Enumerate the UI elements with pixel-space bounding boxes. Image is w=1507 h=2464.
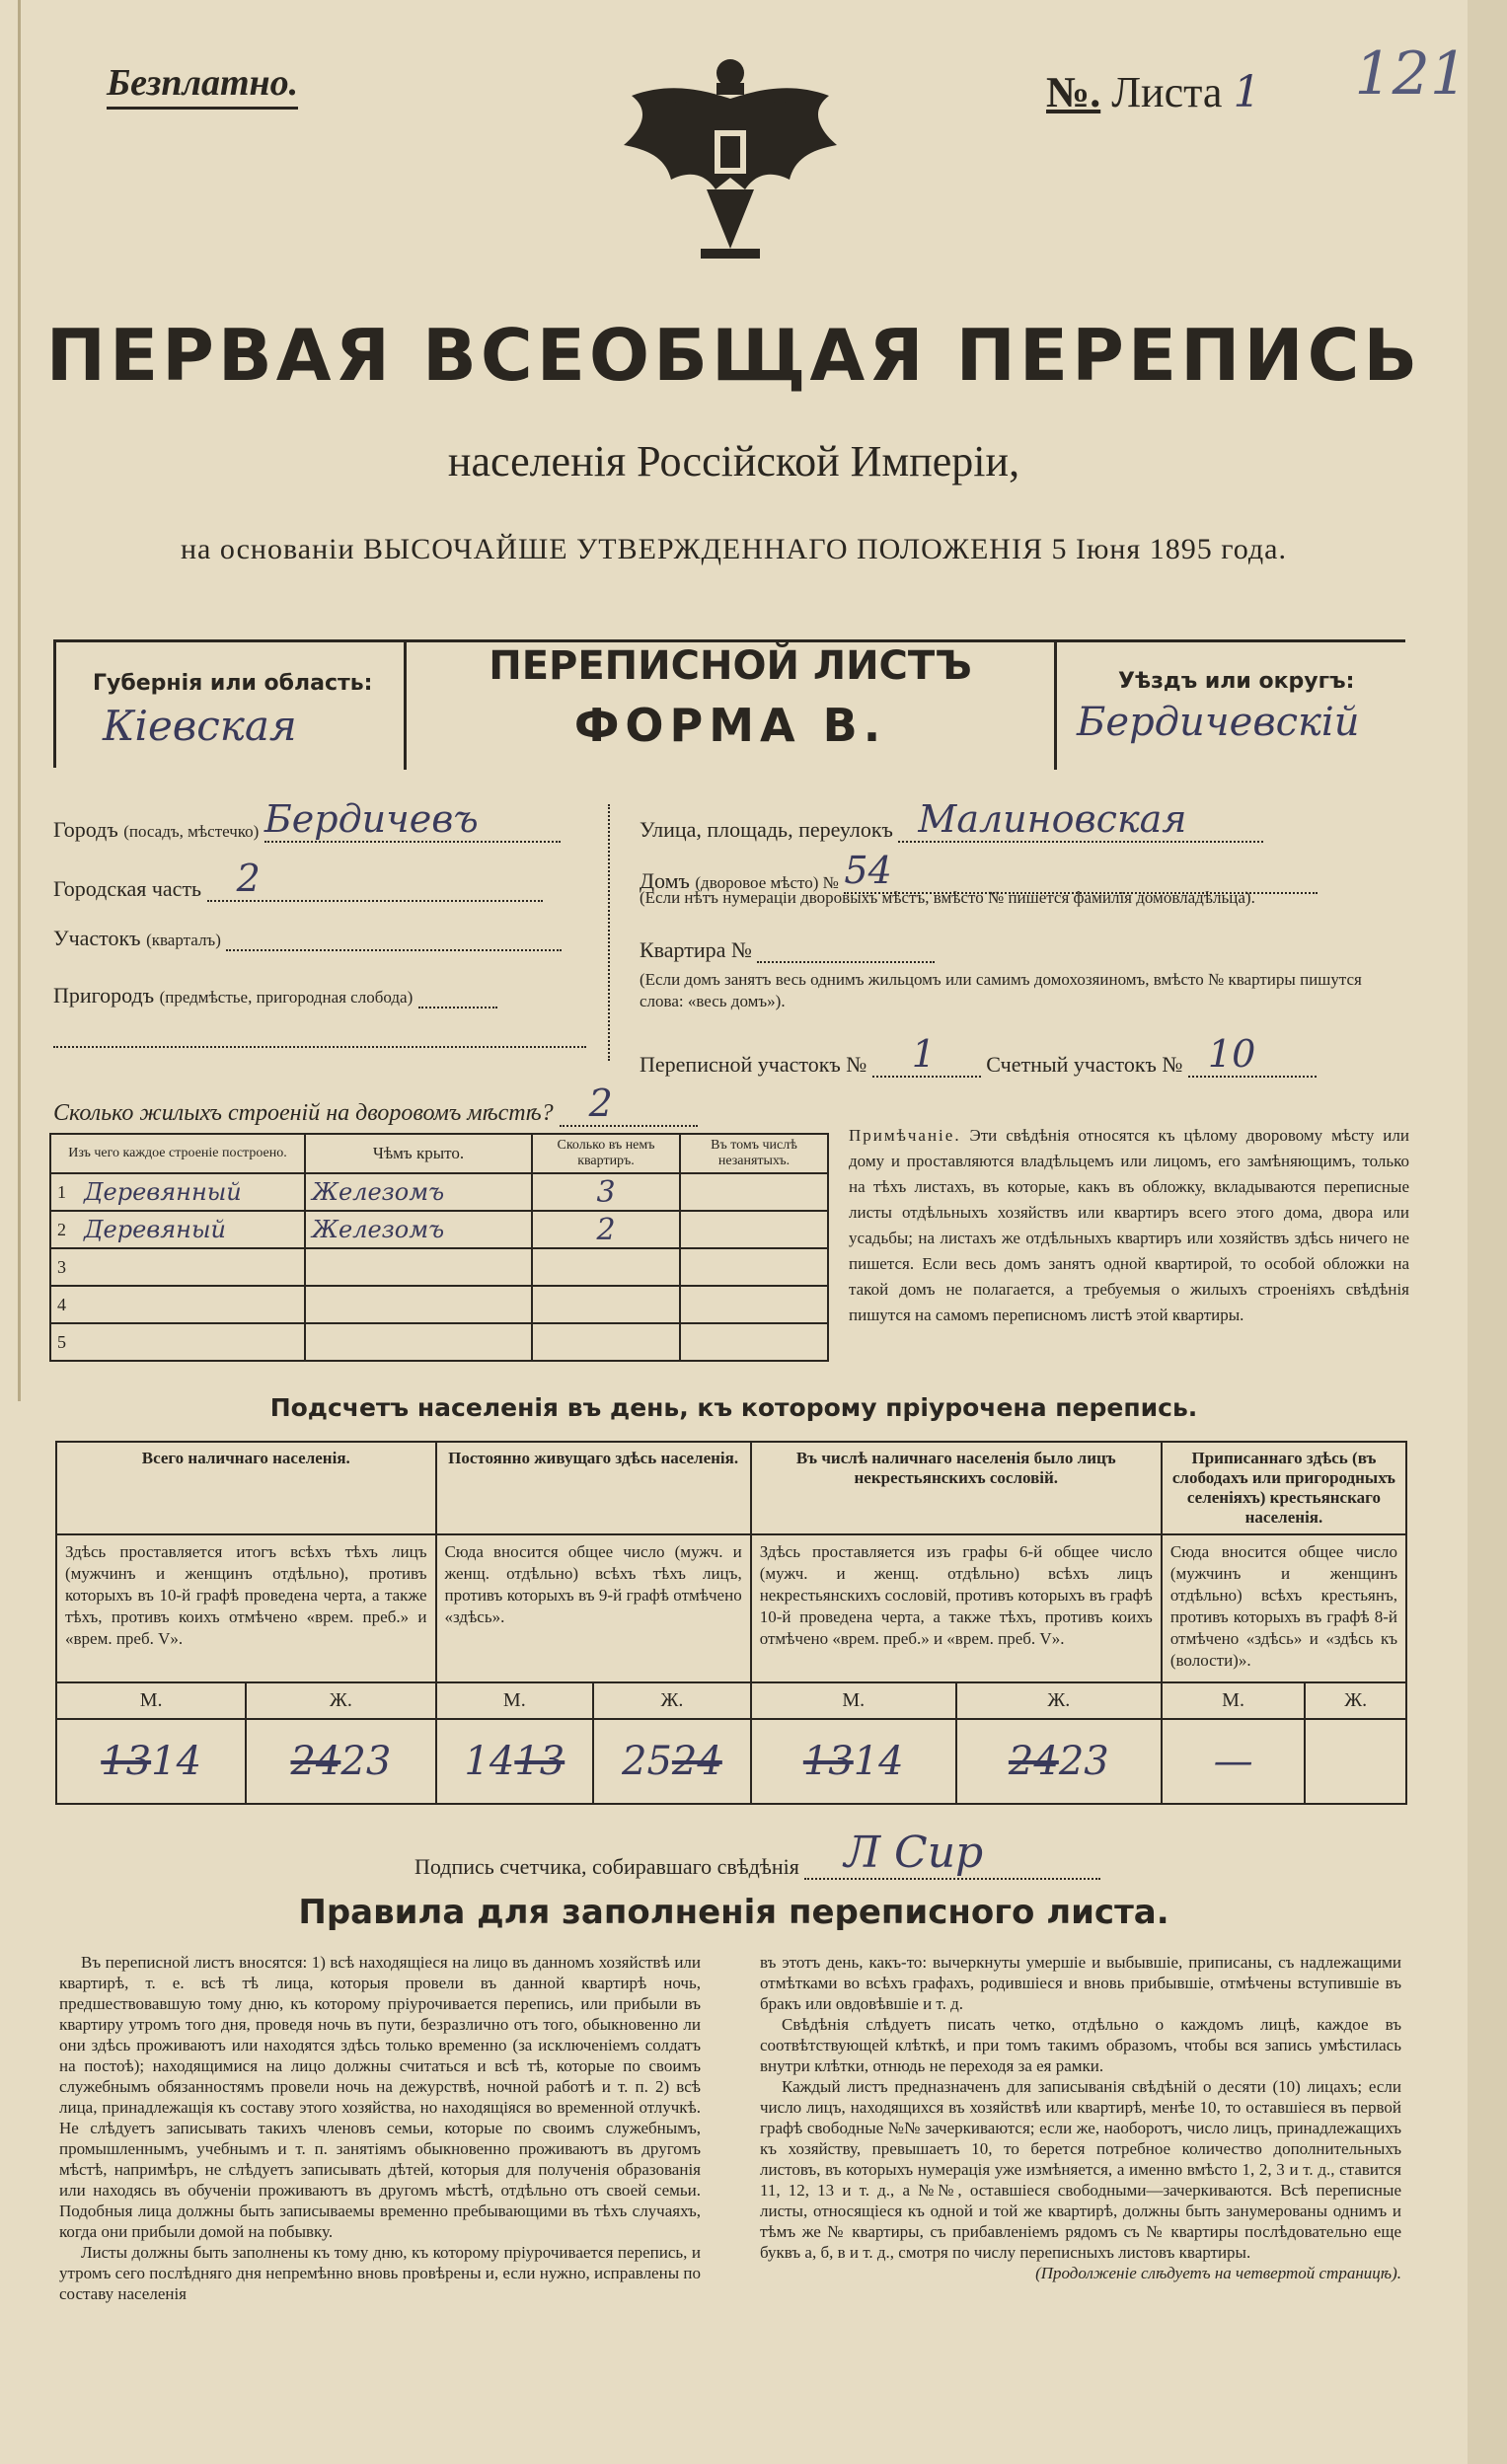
female-header: Ж. (956, 1682, 1162, 1719)
row-uninhabited (680, 1248, 828, 1286)
page-edge (1468, 0, 1507, 2464)
population-table (55, 1441, 1407, 1805)
nonpeasant-female-value (956, 1719, 1162, 1804)
row-roof (305, 1248, 532, 1286)
row-number: 3 (50, 1248, 78, 1286)
buildings-question-text: Сколько жилыхъ строеній на дворовомъ мѣстѣ? (53, 1100, 554, 1126)
pop-col-peasant-desc: Сюда вносится общее число (мужчинъ и женщинъ отдѣльно) всѣхъ крестьянъ, противъ которыхъ въ графѣ 8-й отмѣчено «здѣсь» и «здѣсь къ (волости)». (1162, 1534, 1406, 1682)
sheet-number (1046, 67, 1260, 117)
city-part-value: 2 (207, 857, 543, 902)
row-uninhabited (680, 1323, 828, 1361)
count-area-label: Счетный участокъ № (986, 1052, 1183, 1077)
table-row (50, 1173, 828, 1211)
form-title: ПЕРЕПИСНОЙ ЛИСТЪ (489, 643, 972, 689)
value-struck: 13 (514, 1739, 565, 1784)
form-title-cell (407, 641, 1054, 752)
pop-col-total-desc: Здѣсь проставляется итогъ всѣхъ тѣхъ лицъ (мужчинъ и женщинъ отдѣльно), противъ которыхъ въ 10-й графѣ проведена черта, а также тѣхъ, противъ коихъ отмѣчено «врем. преб.» и «врем. преб. V». (56, 1534, 436, 1682)
pop-mf-row (56, 1682, 1406, 1719)
count-area-value: 10 (1188, 1032, 1317, 1078)
precinct-line (226, 949, 562, 951)
value-struck: 24 (671, 1739, 722, 1784)
value-struck: 13 (101, 1739, 152, 1784)
row-uninhabited (680, 1211, 828, 1248)
pop-col-nonpeasant-desc: Здѣсь проставляется изъ графы 6-й общее число (мужч. и женщ. отдѣльно) всѣхъ лицъ некрестьянскихъ сословій, противъ которыхъ въ графѣ 10-й проведена черта, а также тѣхъ, противъ коихъ отмѣчено «врем. преб.» и «врем. преб. V». (751, 1534, 1162, 1682)
city-part-label: Городская часть (53, 876, 202, 901)
value-final: 23 (1058, 1739, 1109, 1784)
row-apartments: 3 (532, 1173, 680, 1211)
row-apartments (532, 1323, 680, 1361)
row-material: Деревяный (78, 1211, 305, 1248)
apartment-line (757, 961, 935, 963)
rules-column-1 (59, 1952, 701, 2304)
value-first: 14 (464, 1739, 515, 1784)
row-number: 1 (50, 1173, 78, 1211)
apartment-hint: (Если домъ занятъ весь однимъ жильцомъ или самимъ домохозяиномъ, вмѣсто № квартиры пишутся слова: «весь домъ»). (640, 970, 1362, 1010)
rules-paragraph: Свѣдѣнія слѣдуетъ писать четко, отдѣльно о каждомъ лицѣ, каждое въ соотвѣтствующей клѣткѣ, и при томъ такимъ образомъ, чтобы вся запись умѣстилась внутри клѣтки, отнюдь не переходя за ея рамки. (760, 2015, 1401, 2075)
male-header: М. (1162, 1682, 1305, 1719)
value-struck: 13 (802, 1739, 854, 1784)
rules-paragraph: Каждый листъ предназначенъ для записыванія свѣдѣній о десяти (10) лицахъ; если число лицъ, находящихся въ хозяйствѣ или квартирѣ, менѣе 10, то оставшіеся въ первой графѣ свободные №№ зачеркиваются; если же, наоборотъ, число лицъ, принадлежащихъ къ хозяйству, превышаетъ 10, то берется потребное количество дополнительныхъ листовъ, въ которыхъ нумерація уже измѣняется, а именно вмѣсто 1, 2, 3 и т. д., ставится 11, 12, 13 и т. д., а №№, оставшіеся свободными—зачеркиваются. Всѣ переписные листы, относящіеся къ одной и той же квартирѣ, должны быть занумерованы однимъ и тѣмъ же № квартиры, съ прибавленіемъ рядомъ съ № квартиры послѣдовательно еще буквъ а, б, в и т. д., смотря по числу переписныхъ листовъ квартиры. (760, 2077, 1401, 2262)
row-number: 5 (50, 1323, 78, 1361)
census-area-value: 1 (872, 1032, 981, 1078)
value-final: 14 (151, 1739, 202, 1784)
address-divider (608, 804, 610, 1061)
street-field (640, 797, 1263, 843)
rules-paragraph: Листы должны быть заполнены къ тому дню, къ которому пріурочивается перепись, и утромъ сего послѣдняго дня непремѣнно вновь провѣрены и, если нужно, исправлены по составу населенія (59, 2243, 701, 2303)
row-uninhabited (680, 1286, 828, 1323)
precinct-field (53, 926, 562, 951)
pop-col-nonpeasant-title: Въ числѣ наличнаго населенія было лицъ некрестьянскихъ сословій. (751, 1442, 1162, 1534)
total-male-value (56, 1719, 246, 1804)
value-final: 14 (853, 1739, 904, 1784)
pop-col-permanent-desc: Сюда вносится общее число (мужч. и женщ. отдѣльно) всѣхъ тѣхъ лицъ, противъ которыхъ въ 9-й графѣ отмѣчено «здѣсь». (436, 1534, 751, 1682)
row-number: 4 (50, 1286, 78, 1323)
city-label: Городъ (53, 817, 118, 842)
province-value: Кіевская (103, 702, 297, 750)
district-value: Бердичевскій (1077, 700, 1360, 745)
table-row (50, 1323, 828, 1361)
rules-column-2 (760, 1952, 1401, 2283)
pop-values-row (56, 1719, 1406, 1804)
street-value: Малиновская (898, 797, 1263, 843)
peasant-male-value: — (1162, 1719, 1305, 1804)
city-value: Бердичевъ (264, 797, 561, 843)
suburb-line-2 (53, 1046, 586, 1048)
apartment-field (640, 937, 935, 963)
enumerator-signature (414, 1828, 1100, 1880)
row-material (78, 1286, 305, 1323)
col-roof: Чѣмъ крыто. (305, 1134, 532, 1173)
pop-title-row (56, 1442, 1406, 1534)
pop-col-peasant-title: Приписаннаго здѣсь (въ слободахъ или пригородныхъ селеніяхъ) крестьянскаго населенія. (1162, 1442, 1406, 1534)
table-row (50, 1286, 828, 1323)
rules-paragraph: въ этотъ день, какъ-то: вычеркнуты умершіе и выбывшіе, приписаны, съ надлежащими отмѣтками во всѣхъ графахъ, родившіеся и вновь прибывшіе, отмѣчены вступившіе въ бракъ или овдовѣвшіе и т. д. (760, 1953, 1401, 2013)
census-basis: на основаніи ВЫСОЧАЙШЕ УТВЕРЖДЕННАГО ПОЛОЖЕНІЯ 5 Іюня 1895 года. (181, 533, 1287, 565)
house-label: Домъ (640, 868, 690, 893)
pop-col-permanent-title: Постоянно живущаго здѣсь населенія. (436, 1442, 751, 1534)
note-label: Примѣчаніе. (849, 1126, 961, 1145)
suburb-field (53, 983, 497, 1008)
value-final: 23 (340, 1739, 392, 1784)
permanent-female-value (593, 1719, 751, 1804)
form-name: ФОРМА В. (573, 699, 887, 752)
suburb-note: (предмѣстье, пригородная слобода) (159, 988, 414, 1007)
population-heading: Подсчетъ населенія въ день, къ которому пріурочена перепись. (269, 1393, 1198, 1422)
row-number: 2 (50, 1211, 78, 1248)
row-roof (305, 1323, 532, 1361)
district-label: Уѣздъ или округъ: (1118, 669, 1355, 694)
pop-col-total-title: Всего наличнаго населенія. (56, 1442, 436, 1534)
female-header: Ж. (1305, 1682, 1406, 1719)
city-part-field (53, 857, 543, 902)
male-header: М. (56, 1682, 246, 1719)
continued-note: (Продолженіе слѣдуетъ на четвертой страницѣ). (1035, 2264, 1401, 2282)
male-header: М. (436, 1682, 594, 1719)
permanent-male-value (436, 1719, 594, 1804)
table-header-row (50, 1134, 828, 1173)
value-struck: 24 (1008, 1739, 1059, 1784)
imperial-eagle-icon (612, 51, 849, 278)
col-apartments: Сколько въ немъ квартиръ. (532, 1134, 680, 1173)
total-female-value (246, 1719, 435, 1804)
province-label: Губернія или область: (93, 671, 373, 696)
row-uninhabited (680, 1173, 828, 1211)
value-first: 25 (622, 1739, 672, 1784)
value-struck: 24 (290, 1739, 341, 1784)
census-area-field (640, 1032, 1317, 1078)
buildings-question (53, 1082, 698, 1127)
col-uninhabited: Въ томъ числѣ незанятыхъ. (680, 1134, 828, 1173)
suburb-line (418, 1007, 497, 1008)
nonpeasant-male-value (751, 1719, 956, 1804)
city-note: (посадъ, мѣстечко) (123, 822, 260, 841)
free-label: Безплатно. (107, 61, 298, 110)
col-material: Изъ чего каждое строеніе построено. (50, 1134, 305, 1173)
apartment-label: Квартира № (640, 937, 752, 962)
rules-paragraph: Въ переписной листъ вносятся: 1) всѣ находящіеся на лицо въ данномъ хозяйствѣ или квартирѣ, т. е. всѣ тѣ лица, которыя провели въ данной квартирѣ ночь, предшествовавшую тому дню, къ которому пріурочивается перепись, или прибыли въ квартиру утромъ того дня, проведя ночь въ пути, безразлично отъ того, обыкновенно ли они здѣсь проживаютъ или находятся здѣсь только временно (за исключеніемъ солдатъ на постоѣ); находящимися на лицо должны считаться и всѣ тѣ, которые по своимъ служебнымъ обязанностямъ провели ночь на дежурствѣ, ночной работѣ и т. п. 2) всѣ лица, принадлежащія къ составу этого хозяйства, но находящіяся во временной отлучкѣ. Не слѣдуетъ записывать такихъ членовъ семьи, которые по своимъ служебнымъ, промышленнымъ, учебнымъ и т. п. занятіямъ обыкновенно проживаютъ въ другомъ мѣстѣ, напримѣръ, не слѣдуетъ записывать дѣтей, которыя для полученія образованія или находясь въ обученіи проживаютъ въ другомъ мѣстѣ, отдѣльно отъ своей семьи. Подобныя лица должны быть записываемы временно пребывающими въ тѣхъ случаяхъ, когда они прибыли домой на побывку. (59, 1953, 701, 2241)
house-note: (дворовое мѣсто) № (695, 873, 839, 892)
row-material (78, 1248, 305, 1286)
signature-label: Подпись счетчика, собиравшаго свѣдѣнія (414, 1854, 799, 1879)
row-apartments: 2 (532, 1211, 680, 1248)
male-header: М. (751, 1682, 956, 1719)
buildings-answer: 2 (560, 1082, 698, 1127)
female-header: Ж. (593, 1682, 751, 1719)
census-area-label: Переписной участокъ № (640, 1052, 867, 1077)
row-roof (305, 1286, 532, 1323)
province-cell (53, 641, 407, 770)
row-material: Деревянный (78, 1173, 305, 1211)
margin-number: 121 (1354, 39, 1468, 109)
suburb-label: Пригородъ (53, 983, 155, 1008)
row-roof: Железомъ (305, 1173, 532, 1211)
signature-value: Л Сир (804, 1828, 1100, 1880)
row-roof: Железомъ (305, 1211, 532, 1248)
table-row (50, 1211, 828, 1248)
street-label: Улица, площадь, переулокъ (640, 817, 893, 842)
sheet-no-label: №. (1046, 68, 1101, 116)
pop-desc-row (56, 1534, 1406, 1682)
row-apartments (532, 1286, 680, 1323)
house-hint: (Если нѣтъ нумераціи дворовыхъ мѣстъ, вмѣсто № пишется фамилія домовладѣльца). (640, 888, 1255, 907)
table-row (50, 1248, 828, 1286)
page-fold (18, 0, 21, 1401)
buildings-table (49, 1133, 829, 1362)
precinct-note: (кварталъ) (146, 931, 221, 949)
city-field (53, 797, 561, 843)
rules-title: Правила для заполненія переписного листа. (298, 1893, 1169, 1932)
note-text: Эти свѣдѣнія относятся къ цѣлому дворовому мѣсту или дому и проставляются владѣльцемъ или лицомъ, его замѣняющимъ, только на тѣхъ листахъ, въ которые, какъ въ обложку, вкладываются переписные листы отдѣльныхъ хозяйствъ или квартиръ всего этого дома, двора или усадьбы; на листахъ же отдѣльныхъ квартиръ или хозяйствъ здѣсь ничего не пишется. Если весь домъ занятъ одной квартирой, то особой обложки на такой домъ не полагается, а требуемыя о жилыхъ строеніяхъ свѣдѣнія пишутся на самомъ переписномъ листѣ этой квартиры. (849, 1126, 1409, 1324)
row-apartments (532, 1248, 680, 1286)
district-cell (1054, 641, 1405, 770)
row-material (78, 1323, 305, 1361)
census-title: ПЕРВАЯ ВСЕОБЩАЯ ПЕРЕПИСЬ (45, 314, 1422, 397)
census-subtitle: населенія Россійской Имперіи, (447, 437, 1020, 485)
house-value: 54 (844, 849, 1318, 894)
buildings-note (849, 1123, 1409, 1328)
peasant-female-value (1305, 1719, 1406, 1804)
precinct-label: Участокъ (53, 926, 141, 950)
sheet-value: 1 (1233, 67, 1261, 117)
sheet-label: Листа (1111, 68, 1223, 116)
female-header: Ж. (246, 1682, 435, 1719)
